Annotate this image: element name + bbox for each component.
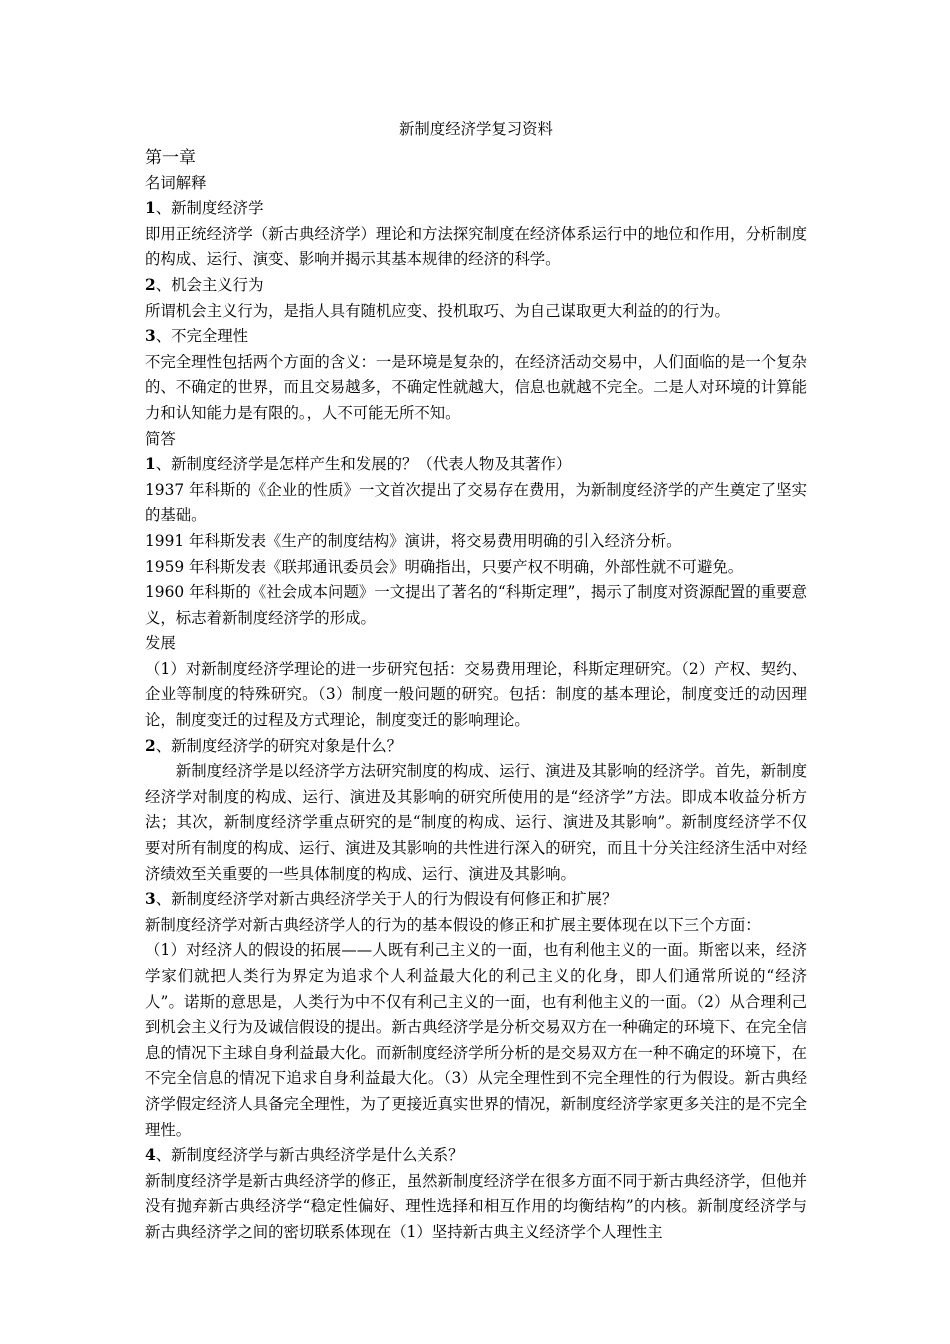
question-number: 4 [145,1146,156,1165]
answer-paragraph: （1）对新制度经济学理论的进一步研究包括：交易费用理论，科斯定理研究。（2）产权、契约、企业等制度的特殊研究。（3）制度一般问题的研究。包括：制度的基本理论，制度变迁的动因理论，制度变迁的过程及方式理论，制度变迁的影响理论。 [145,659,807,730]
question-number: 1 [145,455,156,474]
term-title: 、不完全理性 [155,327,249,346]
term-title: 、新制度经济学 [155,199,264,218]
answer-paragraph: （1）对经济人的假设的拓展——人既有利己主义的一面，也有利他主义的一面。斯密以来，经济学家们就把人类行为界定为追求个人利益最大化的利己主义的化身，即人们通常所说的“经济人”。诺斯的意思是，人类行为中不仅有利己主义的一面，也有利他主义的一面。（2）从合理利己到机会主义行为及诚信假设的提出。新古典经济学是分析交易双方在一种确定的环境下、在完全信息的情况下主球自身利益最大化。而新制度经济学所分析的是交易双方在一种不确定的环境下，在不完全信息的情况下追求自身利益最大化。（3）从完全理性到不完全理性的行为假设。新古典经济学假定经济人具备完全理性，为了更接近真实世界的情况，新制度经济学家更多关注的是不完全理性。 [145,941,807,1139]
question-heading [145,452,807,478]
chapter-heading: 第一章 [145,147,196,168]
term-heading [145,324,807,350]
section-heading-short-answer: 简答 [145,429,176,448]
term-heading [145,196,807,222]
question-title: 、新制度经济学的研究对象是什么？ [155,736,402,755]
term-number: 3 [145,327,156,346]
document-body [145,117,807,1246]
answer-paragraph: 1960 年科斯的《社会成本问题》一文提出了著名的“科斯定理”，揭示了制度对资源配置的重要意义，标志着新制度经济学的形成。 [145,583,807,627]
term-title: 、机会主义行为 [155,275,264,294]
answer-paragraph: 新制度经济学是以经济学方法研究制度的构成、运行、演进及其影响的经济学。首先，新制度经济学对制度的构成、运行、演进及其影响的研究所使用的是“经济学”方法。即成本收益分析方法；其次，新制度经济学重点研究的是“制度的构成、运行、演进及其影响”。新制度经济学不仅要对所有制度的构成、运行、演进及其影响的共性进行深入的研究，而且十分关注经济生活中对经济绩效至关重要的一些具体制度的构成、运行、演进及其影响。 [145,762,807,883]
answer-paragraph: 新制度经济学对新古典经济学人的行为的基本假设的修正和扩展主要体现在以下三个方面： [145,915,761,934]
answer-paragraph: 1991 年科斯发表《生产的制度结构》演讲，将交易费用明确的引入经济分析。 [145,531,682,550]
question-title: 、新制度经济学是怎样产生和发展的？（代表人物及其著作） [155,455,572,474]
answer-paragraph: 1959 年科斯发表《联邦通讯委员会》明确指出，只要产权不明确，外部性就不可避免。 [145,557,744,576]
answer-paragraph: 1937 年科斯的《企业的性质》一文首次提出了交易存在费用，为新制度经济学的产生奠定了坚实的基础。 [145,480,807,525]
term-definition: 所谓机会主义行为，是指人具有随机应变、投机取巧、为自己谋取更大利益的的行为。 [145,301,730,320]
question-number: 3 [145,890,156,909]
question-heading [145,734,807,760]
question-heading [145,887,807,913]
section-heading-terms: 名词解释 [145,173,207,192]
term-number: 2 [145,275,156,294]
answer-paragraph: 新制度经济学是新古典经济学的修正，虽然新制度经济学在很多方面不同于新古典经济学，但他并没有抛弃新古典经济学“稳定性偏好、理性选择和相互作用的均衡结构”的内核。新制度经济学与新古典经济学之间的密切联系体现在（1）坚持新古典主义经济学个人理性主 [145,1171,807,1241]
question-number: 2 [145,736,156,755]
term-definition: 不完全理性包括两个方面的含义：一是环境是复杂的，在经济活动交易中，人们面临的是一个复杂的、不确定的世界，而且交易越多，不确定性就越大，信息也就越不完全。二是人对环境的计算能力和认知能力是有限的。，人不可能无所不知。 [145,352,807,422]
term-number: 1 [145,199,156,218]
term-definition: 即用正统经济学（新古典经济学）理论和方法探究制度在经济体系运行中的地位和作用，分析制度的构成、运行、演变、影响并揭示其基本规律的经济的科学。 [145,224,807,269]
question-title: 、新制度经济学与新古典经济学是什么关系？ [155,1146,464,1165]
term-heading [145,273,807,299]
subsection-heading: 发展 [145,634,176,653]
question-title: 、新制度经济学对新古典经济学关于人的行为假设有何修正和扩展？ [155,890,618,909]
document-title: 新制度经济学复习资料 [399,120,553,138]
question-heading [145,1143,807,1169]
